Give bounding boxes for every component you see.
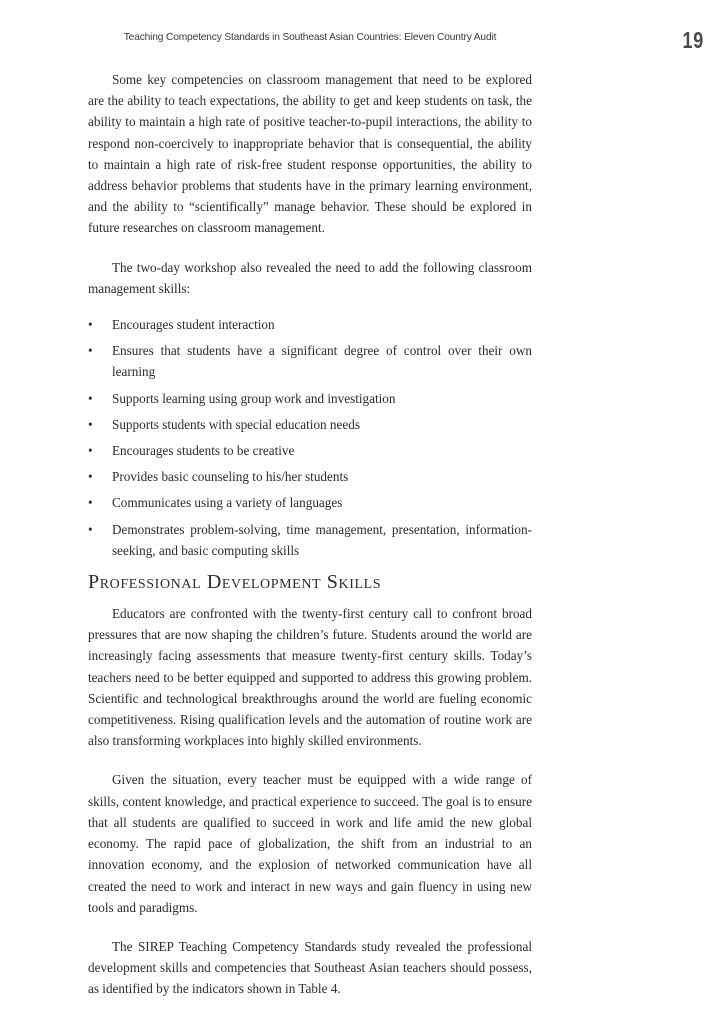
list-item-text: Encourages student interaction bbox=[112, 317, 275, 333]
page-body bbox=[88, 69, 532, 1000]
list-item-text: Supports learning using group work and investigation bbox=[112, 390, 396, 406]
list-item bbox=[88, 466, 532, 487]
paragraph-sirep-study: The SIREP Teaching Competency Standards study revealed the professional development skills and competencies that Southeast Asian teachers should possess, as identified by the indicators shown in Table 4. bbox=[88, 938, 532, 997]
list-item bbox=[88, 414, 532, 435]
classroom-skills-list bbox=[88, 314, 532, 561]
list-item-text: Demonstrates problem-solving, time management, presentation, information-seeking, and basic computing skills bbox=[112, 521, 532, 558]
bullet-icon: • bbox=[88, 343, 93, 359]
bullet-icon: • bbox=[88, 390, 93, 406]
list-item bbox=[88, 440, 532, 461]
page-number: 19 bbox=[682, 27, 704, 53]
running-head-title: Teaching Competency Standards in Southeast Asian Countries: Eleven Country Audit bbox=[123, 32, 497, 43]
paragraph-twenty-first-century: Educators are confronted with the twenty-first century call to confront broad pressures that are now shaping the children’s future. Students around the world are increasingly facing assessments that measure twenty-first century skills. Today’s teachers need to be better equipped and supported to address this growing problem. Scientific and technological breakthroughs around the world are fueling economic competitiveness. Rising qualification levels and the automation of routine work are also transforming workplaces into highly skilled environments. bbox=[88, 606, 532, 749]
bullet-icon: • bbox=[88, 443, 93, 459]
paragraph-classroom-competencies: Some key competencies on classroom management that need to be explored are the ability to teach expectations, the ability to get and keep students on task, the ability to maintain a high rate of positive teacher-to-pupil interactions, the ability to respond non-coercively to inappropriate behavior that is consequential, the ability to maintain a high rate of risk-free student response opportunities, the ability to address behavior problems that students have in the primary learning environment, and the ability to “scientifically” manage behavior. These should be explored in future researches on classroom management. bbox=[88, 72, 532, 236]
bullet-icon: • bbox=[88, 317, 93, 333]
list-item-text: Supports students with special education needs bbox=[112, 416, 360, 432]
bullet-icon: • bbox=[88, 469, 93, 485]
list-item bbox=[88, 388, 532, 409]
list-item-text: Ensures that students have a significant degree of control over their own learning bbox=[112, 343, 532, 380]
list-item-text: Encourages students to be creative bbox=[112, 443, 295, 459]
list-item bbox=[88, 314, 532, 335]
list-item bbox=[88, 519, 532, 561]
list-item bbox=[88, 492, 532, 513]
paragraph-teacher-equipment: Given the situation, every teacher must be equipped with a wide range of skills, content knowledge, and practical experience to succeed. The goal is to ensure that all students are qualified to succeed in work and life amid the new global economy. The rapid pace of globalization, the shift from an industrial to an innovation economy, and the explosion of networked communication have all created the need to work and interact in new ways and gain fluency in using new tools and paradigms. bbox=[88, 772, 532, 915]
list-item-text: Provides basic counseling to his/her students bbox=[112, 469, 349, 485]
bullet-icon: • bbox=[88, 495, 93, 511]
paragraph-workshop-intro: The two-day workshop also revealed the need to add the following classroom management skills: bbox=[88, 259, 532, 296]
bullet-icon: • bbox=[88, 521, 93, 537]
bullet-icon: • bbox=[88, 416, 93, 432]
list-item bbox=[88, 340, 532, 382]
section-heading: Professional Development Skills bbox=[88, 571, 382, 594]
list-item-text: Communicates using a variety of languages bbox=[112, 495, 343, 511]
